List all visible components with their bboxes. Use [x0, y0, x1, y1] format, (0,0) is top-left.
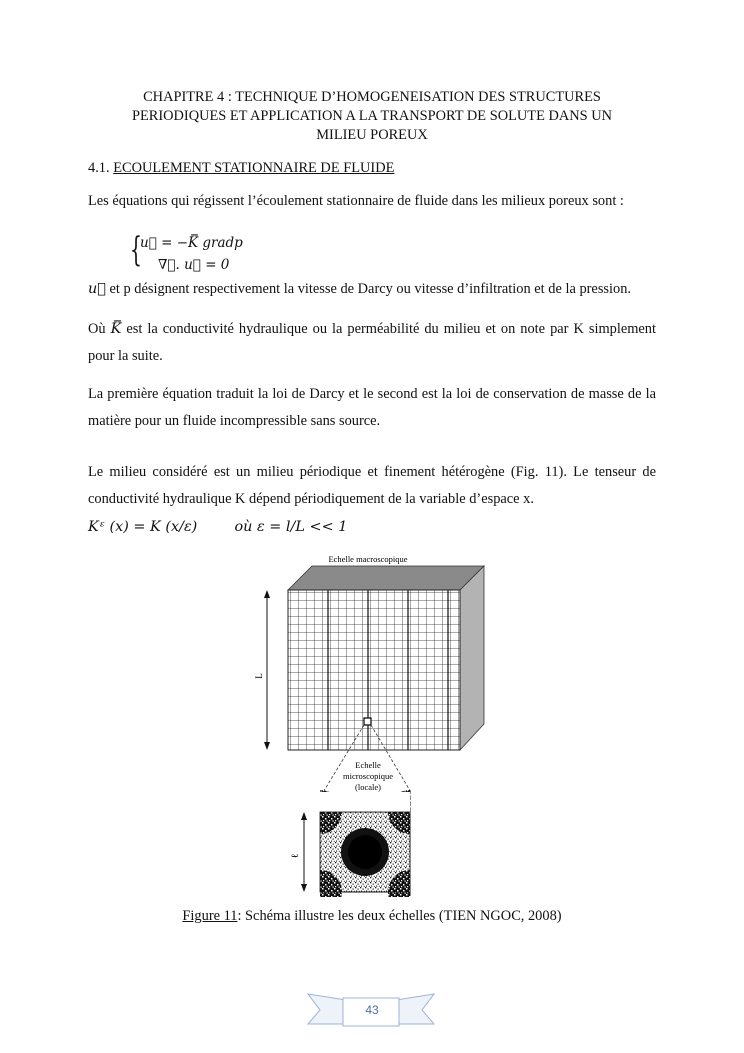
highlighted-cell [364, 718, 371, 725]
cube-side-face [460, 566, 484, 750]
chapter-title-line1: CHAPITRE 4 : TECHNIQUE D’HOMOGENEISATION DES STRUCTURES [143, 89, 601, 105]
label-epsilon: ℓ [290, 853, 301, 859]
label-macro: Echelle macroscopique [328, 554, 408, 564]
equation-continuity: ∇⃗. u⃗ = 0 [158, 257, 230, 273]
cube-top-face [288, 566, 484, 590]
chapter-title-line2: PERIODIQUES ET APPLICATION A LA TRANSPORT DE SOLUTE DANS UN [131, 108, 613, 124]
chapter-title-line3: MILIEU POREUX [316, 127, 428, 143]
paragraph-medium: Le milieu considéré est un milieu périodique et finement hétérogène (Fig. 11). Le tenseur de conductivité hydraulique K dépend périodiquement de la variable d’espace x. [88, 464, 656, 507]
section-number: 4.1. [88, 160, 110, 176]
paragraph-conductivity [88, 316, 656, 370]
equation-brace: { [130, 230, 142, 270]
paragraph-scaling [88, 514, 656, 541]
section-heading [88, 160, 394, 177]
figure-caption-label: Figure 11 [182, 908, 238, 924]
equation-darcy: u⃗ = −K̿ gradp [140, 235, 243, 251]
mask-left [290, 788, 320, 897]
label-micro-1: Echelle [355, 760, 381, 770]
paragraph-variables [88, 276, 656, 303]
figure-caption-text: : Schéma illustre les deux échelles (TIEN NGOC, 2008) [237, 908, 562, 924]
paragraph-conductivity-prefix: Où [88, 321, 111, 337]
mask-right [411, 788, 451, 897]
scaling-condition: où ε = l/L << 1 [234, 519, 348, 535]
mask-top2 [320, 807, 410, 812]
paragraph-intro: Les équations qui régissent l’écoulement stationnaire de fluide dans les milieux poreux sont : [88, 193, 624, 209]
figure-two-scales [250, 552, 500, 897]
paragraph-variables-text: et p désignent respectivement la vitesse de Darcy ou vitesse d’infiltration et de la pression. [105, 281, 632, 297]
chapter-title [88, 88, 656, 145]
equation-system [140, 232, 243, 276]
velocity-symbol: u⃗ [88, 281, 106, 297]
paragraph-conductivity-text: est la conductivité hydraulique ou la perméabilité du milieu et on note par K simplement pour la suite. [88, 321, 656, 364]
length-arrow-head-bottom [264, 742, 270, 750]
conductivity-symbol: K̿ [110, 321, 122, 337]
figure-svg [250, 552, 500, 897]
micro-center-core [348, 835, 382, 869]
scaling-formula: Kᵋ (x) = K (x/ε) [88, 519, 198, 535]
label-micro-3: (locale) [355, 782, 381, 792]
figure-caption [0, 908, 744, 925]
cube-front-grid [288, 590, 460, 750]
paragraph-darcy-law: La première équation traduit la loi de Darcy et le second est la loi de conservation de masse de la matière pour un fluide incompressible sans source. [88, 386, 656, 429]
label-micro-2: microscopique [342, 771, 394, 781]
section-title: ECOULEMENT STATIONNAIRE DE FLUIDE [113, 160, 395, 176]
label-L: L [254, 673, 264, 679]
page-number: 43 [365, 1003, 379, 1017]
length-arrow-head-top [264, 590, 270, 598]
